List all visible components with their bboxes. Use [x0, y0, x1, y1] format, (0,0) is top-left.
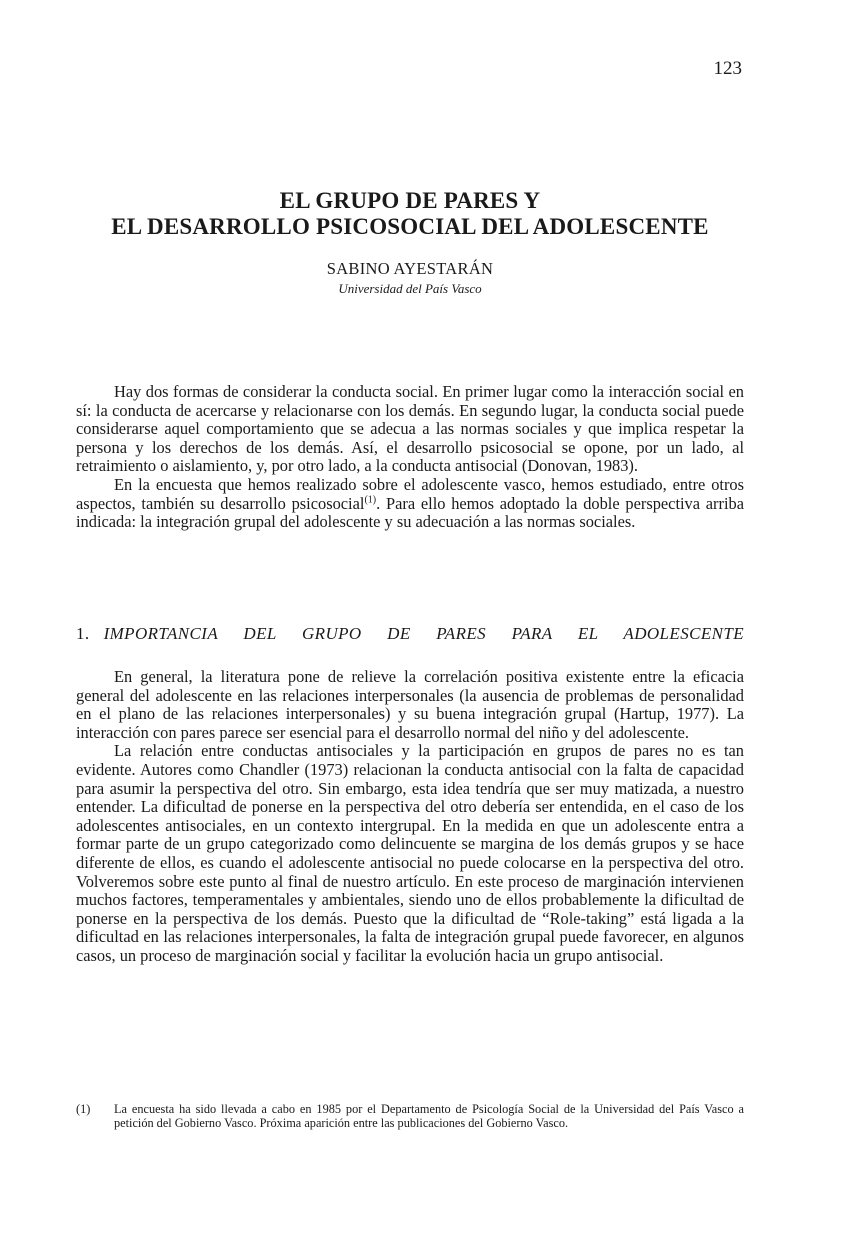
footnote-mark: (1) — [76, 1102, 91, 1116]
page-number: 123 — [713, 58, 742, 79]
section-1-paragraph-2: La relación entre conductas antisociales y la participación en grupos de pares no es tan evidente. Autores como Chandler (1973) relacionan la conducta antisocial con la falta de capacidad para asumir la perspectiva del otro. Sin embargo, esta idea tendría que ser muy matizada, a nuestro entender. La dificultad de ponerse en la perspectiva del otro debería ser entendida, en el caso de los adolescentes antisociales, en un contexto intergrupal. En la medida en que un adolescente entra a formar parte de un grupo categorizado como delincuente se margina de los demás grupos y se hace diferente de ellos, es cuando el adolescente antisocial no puede colocarse en la perspectiva del otro. Volveremos sobre este punto al final de nuestro artículo. En este proceso de marginación intervienen muchos factores, temperamentales y ambientales, siendo uno de ellos probablemente la dificultad de ponerse en la perspectiva de los demás. Puesto que la dificultad de “Role-taking” está ligada a la dificultad en las relaciones interpersonales, la falta de integración grupal puede favorecer, en algunos casos, un proceso de marginación social y facilitar la evolución hacia un grupo antisocial. — [76, 741, 744, 965]
title-line-1: EL GRUPO DE PARES Y — [279, 188, 541, 213]
intro-paragraph-2-text-a: En la encuesta que hemos realizado sobre el adolescente vasco, hemos estudiado, entre otros aspectos, también su desarrollo psicosocial — [76, 474, 744, 513]
section-1-paragraph-1: En general, la literatura pone de relieve la correlación positiva existente entre la eficacia general del adolescente en las relaciones interpersonales (la ausencia de problemas de personalidad en el plano de las relaciones interpersonales) y su buena integración grupal (Hartup, 1977). La interacción con pares parece ser esencial para el desarrollo normal del niño y del adolescente. — [76, 667, 744, 742]
section-1-body — [76, 668, 744, 966]
footnote-text: La encuesta ha sido llevada a cabo en 1985 por el Departamento de Psicología Social de la Universidad del País Vasco a petición del Gobierno Vasco. Próxima aparición entre las publicaciones del Gobierno Vasco. — [114, 1102, 744, 1130]
section-1-heading — [76, 624, 744, 644]
intro-section — [76, 383, 744, 532]
article-title — [60, 188, 760, 240]
intro-paragraph-1: Hay dos formas de considerar la conducta social. En primer lugar como la interacción social en sí: la conducta de acercarse y relacionarse con los demás. En segundo lugar, la conducta social puede considerarse aquel comportamiento que se adecua a las normas sociales y que implica respetar la persona y los derechos de los demás. Así, el desarrollo psicosocial se opone, por un lado, al retraimiento o aislamiento, y, por otro lado, a la conducta antisocial (Donovan, 1983). — [76, 382, 744, 476]
title-line-2: EL DESARROLLO PSICOSOCIAL DEL ADOLESCENTE — [111, 214, 709, 239]
intro-paragraph-2-text-b: . Para ello hemos adoptado la doble perspectiva arriba indicada: la integración grupal del adolescente y su adecuación a las normas sociales. — [76, 493, 744, 532]
author-affiliation: Universidad del País Vasco — [338, 281, 482, 296]
author-name: SABINO AYESTARÁN — [326, 259, 494, 278]
section-1-number: 1. — [76, 624, 90, 643]
footnote-reference[interactable]: (1) — [364, 494, 377, 506]
footnote — [76, 1102, 744, 1130]
intro-paragraph-2 — [76, 476, 744, 532]
section-1-title: IMPORTANCIA DEL GRUPO DE PARES PARA EL ADOLESCENTE — [103, 624, 744, 643]
